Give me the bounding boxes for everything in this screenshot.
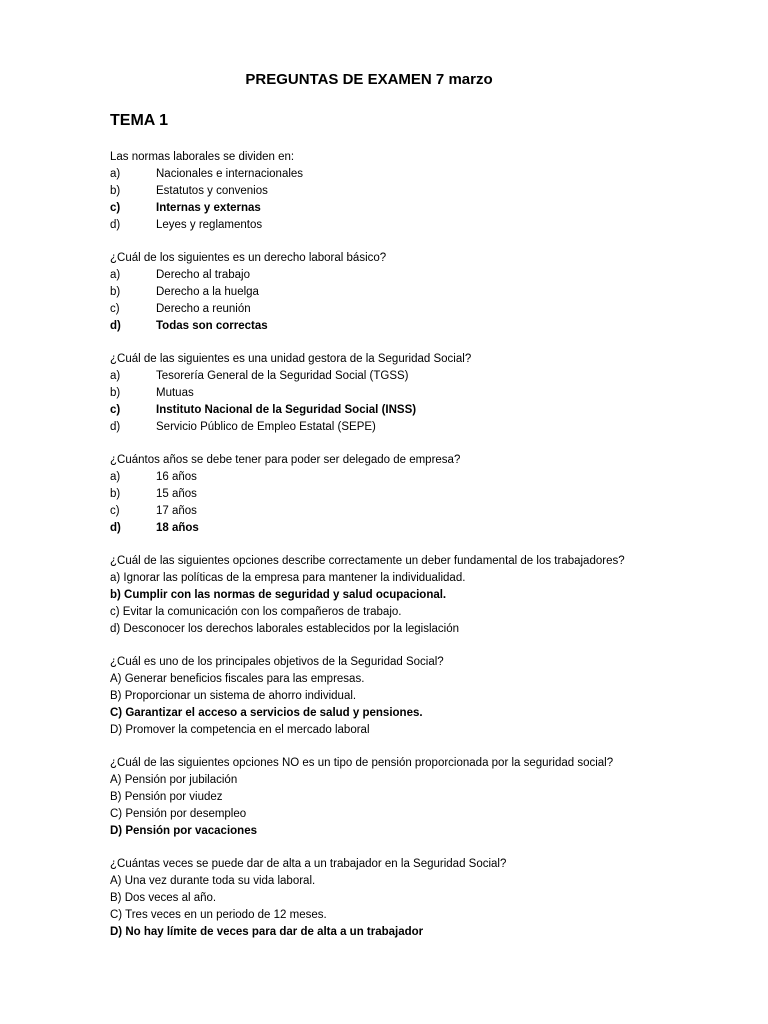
option-text: Nacionales e internacionales	[156, 168, 304, 180]
option-text: 17 años	[156, 505, 197, 517]
answer-option	[110, 267, 728, 284]
question-block	[110, 250, 728, 335]
section-title: TEMA 1	[110, 112, 169, 129]
option-text: B) Dos veces al año.	[110, 892, 217, 904]
question-block	[110, 149, 728, 234]
option-letter: a)	[110, 168, 121, 180]
question-text: ¿Cuántas veces se puede dar de alta a un trabajador en la Seguridad Social?	[110, 858, 507, 870]
answer-option-correct	[110, 705, 728, 722]
option-letter: a)	[110, 269, 121, 281]
answer-option	[110, 183, 728, 200]
option-letter: d)	[110, 219, 121, 231]
answer-option	[110, 772, 728, 789]
option-text: b) Cumplir con las normas de seguridad y salud ocupacional.	[110, 589, 447, 601]
question-text: ¿Cuál de las siguientes opciones describe correctamente un deber fundamental de los trabajadores?	[110, 555, 625, 567]
answer-option-correct	[110, 318, 728, 335]
answer-option	[110, 301, 728, 318]
option-text: B) Proporcionar un sistema de ahorro individual.	[110, 690, 357, 702]
answer-option	[110, 486, 728, 503]
answer-option	[110, 722, 728, 739]
question-block	[110, 755, 728, 840]
answer-option	[110, 385, 728, 402]
option-text: d) Desconocer los derechos laborales establecidos por la legislación	[110, 623, 460, 635]
option-text: Derecho a reunión	[156, 303, 251, 315]
option-text: 18 años	[156, 522, 199, 534]
option-letter: c)	[110, 505, 120, 517]
question-block	[110, 654, 728, 739]
answer-option	[110, 806, 728, 823]
answer-option	[110, 621, 728, 638]
option-text: Estatutos y convenios	[156, 185, 268, 197]
answer-option-correct	[110, 402, 728, 419]
option-text: Derecho a la huelga	[156, 286, 259, 298]
option-text: a) Ignorar las políticas de la empresa para mantener la individualidad.	[110, 572, 466, 584]
option-text: D) No hay límite de veces para dar de alta a un trabajador	[110, 926, 424, 938]
question-text: ¿Cuál de los siguientes es un derecho laboral básico?	[110, 252, 387, 264]
option-text: Todas son correctas	[156, 320, 268, 332]
option-text: C) Pensión por desempleo	[110, 808, 247, 820]
answer-option	[110, 890, 728, 907]
question-text: ¿Cuál es uno de los principales objetivos de la Seguridad Social?	[110, 656, 444, 668]
answer-option	[110, 789, 728, 806]
answer-option	[110, 873, 728, 890]
option-text: C) Tres veces en un periodo de 12 meses.	[110, 909, 327, 921]
answer-option	[110, 503, 728, 520]
question-text: Las normas laborales se dividen en:	[110, 151, 295, 163]
answer-option	[110, 604, 728, 621]
option-text: A) Pensión por jubilación	[110, 774, 238, 786]
option-text: Tesorería General de la Seguridad Social (TGSS)	[156, 370, 409, 382]
answer-option	[110, 469, 728, 486]
answer-option	[110, 284, 728, 301]
option-text: Leyes y reglamentos	[156, 219, 263, 231]
option-letter: a)	[110, 370, 121, 382]
question-block	[110, 351, 728, 436]
answer-option-correct	[110, 924, 728, 941]
answer-option-correct	[110, 520, 728, 537]
option-text: A) Generar beneficios fiscales para las empresas.	[110, 673, 365, 685]
answer-option	[110, 419, 728, 436]
question-text: ¿Cuántos años se debe tener para poder ser delegado de empresa?	[110, 454, 461, 466]
option-letter: d)	[110, 320, 121, 332]
option-text: Derecho al trabajo	[156, 269, 250, 281]
option-text: c) Evitar la comunicación con los compañeros de trabajo.	[110, 606, 402, 618]
option-letter: c)	[110, 303, 120, 315]
option-letter: b)	[110, 387, 121, 399]
option-text: Instituto Nacional de la Seguridad Social (INSS)	[156, 404, 417, 416]
option-letter: c)	[110, 202, 121, 214]
answer-option	[110, 368, 728, 385]
question-block	[110, 452, 728, 537]
document-title: PREGUNTAS DE EXAMEN 7 marzo	[245, 71, 493, 88]
option-text: B) Pensión por viudez	[110, 791, 223, 803]
option-letter: c)	[110, 404, 121, 416]
option-text: C) Garantizar el acceso a servicios de salud y pensiones.	[110, 707, 423, 719]
option-text: Servicio Público de Empleo Estatal (SEPE)	[156, 421, 376, 433]
answer-option	[110, 907, 728, 924]
option-letter: d)	[110, 421, 121, 433]
option-letter: b)	[110, 185, 121, 197]
answer-option-correct	[110, 587, 728, 604]
option-text: 15 años	[156, 488, 197, 500]
answer-option	[110, 671, 728, 688]
answer-option	[110, 166, 728, 183]
option-text: D) Promover la competencia en el mercado laboral	[110, 724, 370, 736]
answer-option	[110, 570, 728, 587]
answer-option	[110, 688, 728, 705]
option-text: Mutuas	[156, 387, 194, 399]
option-text: 16 años	[156, 471, 197, 483]
answer-option	[110, 217, 728, 234]
question-text: ¿Cuál de las siguientes opciones NO es un tipo de pensión proporcionada por la seguridad social?	[110, 757, 614, 769]
option-text: Internas y externas	[156, 202, 261, 214]
answer-option-correct	[110, 200, 728, 217]
question-block	[110, 856, 728, 941]
answer-option-correct	[110, 823, 728, 840]
option-text: A) Una vez durante toda su vida laboral.	[110, 875, 316, 887]
question-text: ¿Cuál de las siguientes es una unidad gestora de la Seguridad Social?	[110, 353, 472, 365]
option-letter: b)	[110, 286, 121, 298]
option-letter: b)	[110, 488, 121, 500]
option-text: D) Pensión por vacaciones	[110, 825, 257, 837]
question-block	[110, 553, 728, 638]
option-letter: d)	[110, 522, 121, 534]
question-list	[110, 149, 728, 941]
option-letter: a)	[110, 471, 121, 483]
